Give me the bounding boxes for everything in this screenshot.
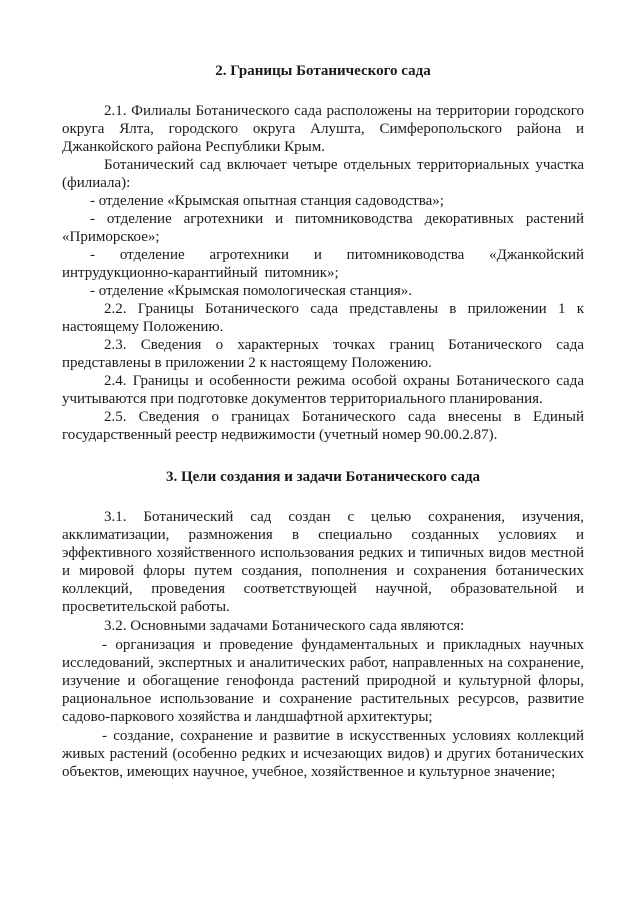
branch-item: - отделение агротехники и питомниководства «Джанкойский интрудукционно-карантийный питомник»; <box>62 247 584 281</box>
paragraph-2-5: 2.5. Сведения о границах Ботанического сада внесены в Единый государственный реестр недвижимости (учетный номер 90.00.2.87). <box>62 409 584 443</box>
paragraph-includes: Ботанический сад включает четыре отдельных территориальных участка (филиала): <box>62 157 584 191</box>
task-item: - организация и проведение фундаментальных и прикладных научных исследований, экспертных и аналитических работ, направленных на сохранение, изучение и обогащение генофонда растений природной и культурной флоры, рациональное использование и сохранение растительных ресурсов, развитие садово-паркового хозяйства и ландшафтной архитектуры; <box>62 637 584 725</box>
branch-item: - отделение «Крымская опытная станция садоводства»; <box>90 193 444 209</box>
paragraph-2-2: 2.2. Границы Ботанического сада представлены в приложении 1 к настоящему Положению. <box>62 301 584 335</box>
branch-item: - отделение «Крымская помологическая станция». <box>90 283 412 299</box>
branch-item: - отделение агротехники и питомниководства декоративных растений «Приморское»; <box>62 211 584 245</box>
paragraph-2-1: 2.1. Филиалы Ботанического сада расположены на территории городского округа Ялта, городского округа Алушта, Симферопольского района и Джанкойского района Республики Крым. <box>62 103 584 155</box>
paragraph-3-1: 3.1. Ботанический сад создан с целью сохранения, изучения, акклиматизации, размножения в специально созданных условиях и эффективного хозяйственного использования редких и типичных видов местной и мировой флоры путем создания, пополнения и сохранения ботанических коллекций, проведения соответствующей научной, образовательной и просветительской работы. <box>62 509 584 615</box>
section-2-title: 2. Границы Ботанического сада <box>215 63 431 79</box>
task-item: - создание, сохранение и развитие в искусственных условиях коллекций живых растений (особенно редких и исчезающих видов) и других ботанических объектов, имеющих научное, учебное, хозяйственное и культурное значение; <box>62 728 584 780</box>
paragraph-2-4: 2.4. Границы и особенности режима особой охраны Ботанического сада учитываются при подготовке документов территориального планирования. <box>62 373 584 407</box>
section-3-title: 3. Цели создания и задачи Ботанического сада <box>165 469 481 485</box>
paragraph-2-3: 2.3. Сведения о характерных точках границ Ботанического сада представлены в приложении 2 к настоящему Положению. <box>62 337 584 371</box>
paragraph-3-2: 3.2. Основными задачами Ботанического сада являются: <box>104 618 465 634</box>
